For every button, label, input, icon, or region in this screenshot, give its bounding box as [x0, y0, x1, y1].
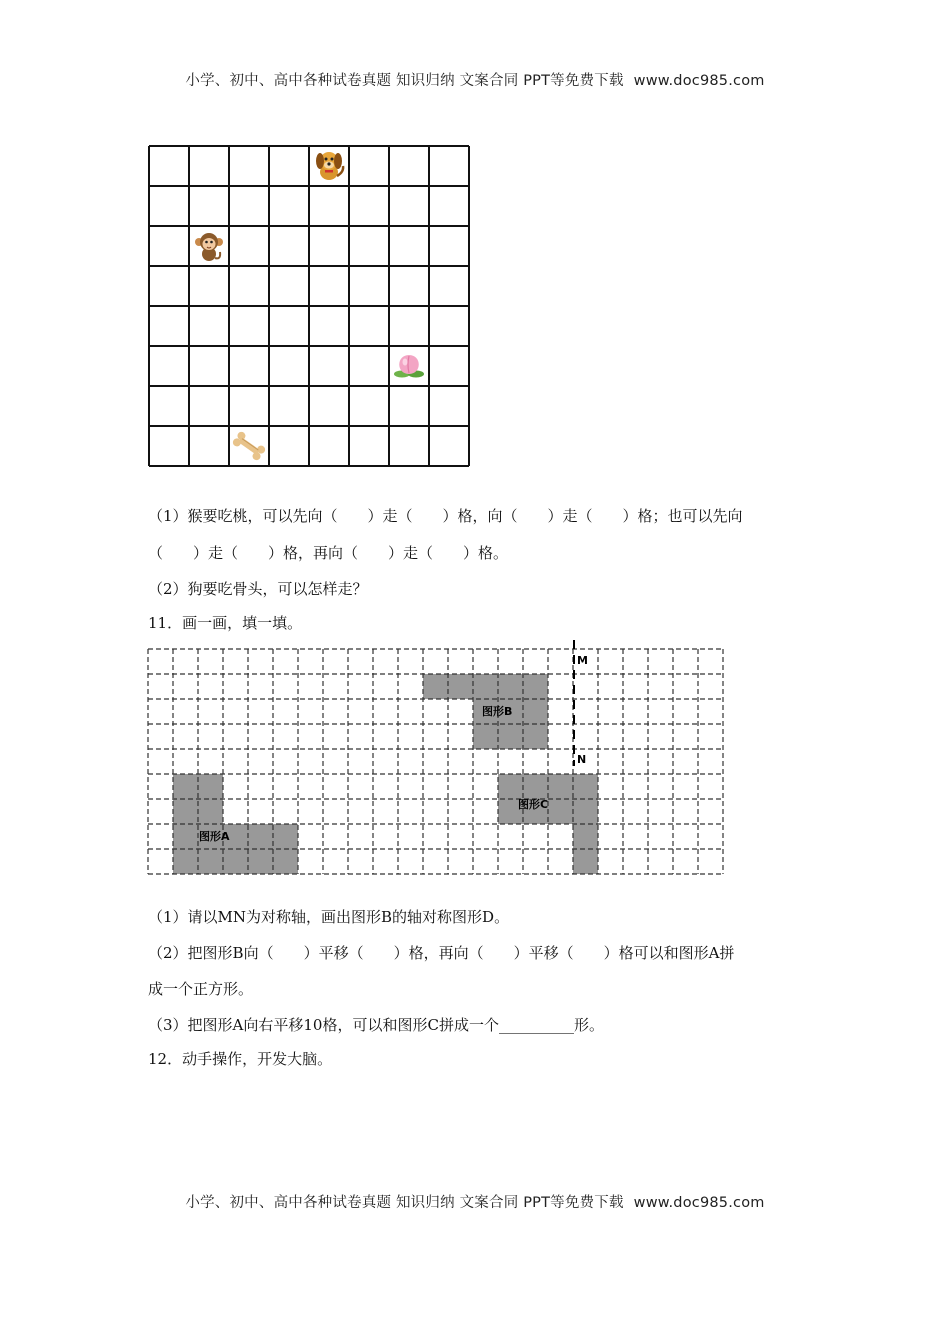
figure-c-cell — [523, 774, 548, 799]
figure-a-label: 图形A — [199, 830, 230, 843]
header-text: 小学、初中、高中各种试卷真题 知识归纳 文案合同 PPT等免费下载 — [185, 73, 624, 89]
figure-b-cell — [523, 699, 548, 724]
figure-b-cell — [423, 674, 448, 699]
q11-title: 11．画一画，填一填。 — [148, 614, 303, 632]
figure-a-cell — [273, 824, 298, 849]
q11-part2-line2: 成一个正方形。 — [148, 980, 254, 998]
figure-a-cell — [198, 774, 223, 799]
figure-b-cell — [448, 674, 473, 699]
footer-text: 小学、初中、高中各种试卷真题 知识归纳 文案合同 PPT等免费下载 — [185, 1195, 624, 1211]
figure-c-label: 图形C — [518, 798, 549, 811]
figure-b-cell — [498, 724, 523, 749]
q12-title: 12．动手操作，开发大脑。 — [148, 1050, 333, 1068]
figure-c-cell — [548, 774, 573, 799]
figure-a-cell — [248, 824, 273, 849]
page-footer — [0, 1191, 950, 1212]
figure-c-cell — [573, 774, 598, 799]
q10-part1-line1: （1）猴要吃桃，可以先向（ ）走（ ）格，向（ ）走（ ）格；也可以先向 — [148, 507, 743, 525]
figure-a-cell — [198, 849, 223, 874]
figure-b-label: 图形B — [482, 705, 513, 718]
figure-a-cell — [248, 849, 273, 874]
animal-grid — [148, 145, 470, 467]
figure-grid — [146, 638, 726, 878]
figure-a-cell — [173, 774, 198, 799]
peach-icon — [394, 355, 424, 378]
figure-a-cell — [198, 799, 223, 824]
q11-part1: （1）请以MN为对称轴，画出图形B的轴对称图形D。 — [148, 908, 510, 926]
q10-part2: （2）狗要吃骨头，可以怎样走？ — [148, 580, 368, 598]
figure-a-cell — [173, 799, 198, 824]
q11-part3: （3）把图形A向右平移10格，可以和图形C拼成一个__________形。 — [148, 1016, 604, 1034]
q11-part2-line1: （2）把图形B向（ ）平移（ ）格，再向（ ）平移（ ）格可以和图形A拼 — [148, 944, 735, 962]
figure-a-cell — [173, 849, 198, 874]
page-header — [0, 69, 950, 90]
figure-c-cell — [548, 799, 573, 824]
figure-b-cell — [523, 724, 548, 749]
monkey-icon — [195, 233, 223, 261]
dog-icon — [316, 152, 343, 180]
figure-a-cell — [173, 824, 198, 849]
q10-part1-line2: （ ）走（ ）格，再向（ ）走（ ）格。 — [148, 544, 509, 562]
figure-c-cell — [573, 799, 598, 824]
axis-label-n: N — [577, 753, 587, 766]
figure-a-cell — [273, 849, 298, 874]
axis-label-m: M — [577, 654, 588, 667]
figure-c-cell — [498, 774, 523, 799]
figure-b-cell — [498, 674, 523, 699]
figure-c-cell — [573, 824, 598, 849]
footer-url[interactable]: www.doc985.com — [633, 1195, 765, 1211]
figure-b-cell — [473, 674, 498, 699]
figure-b-cell — [473, 724, 498, 749]
grid-lines — [149, 146, 469, 466]
bone-icon — [231, 430, 266, 461]
figure-a-cell — [223, 849, 248, 874]
figure-c-cell — [573, 849, 598, 874]
header-url[interactable]: www.doc985.com — [633, 73, 765, 89]
figure-b-cell — [523, 674, 548, 699]
